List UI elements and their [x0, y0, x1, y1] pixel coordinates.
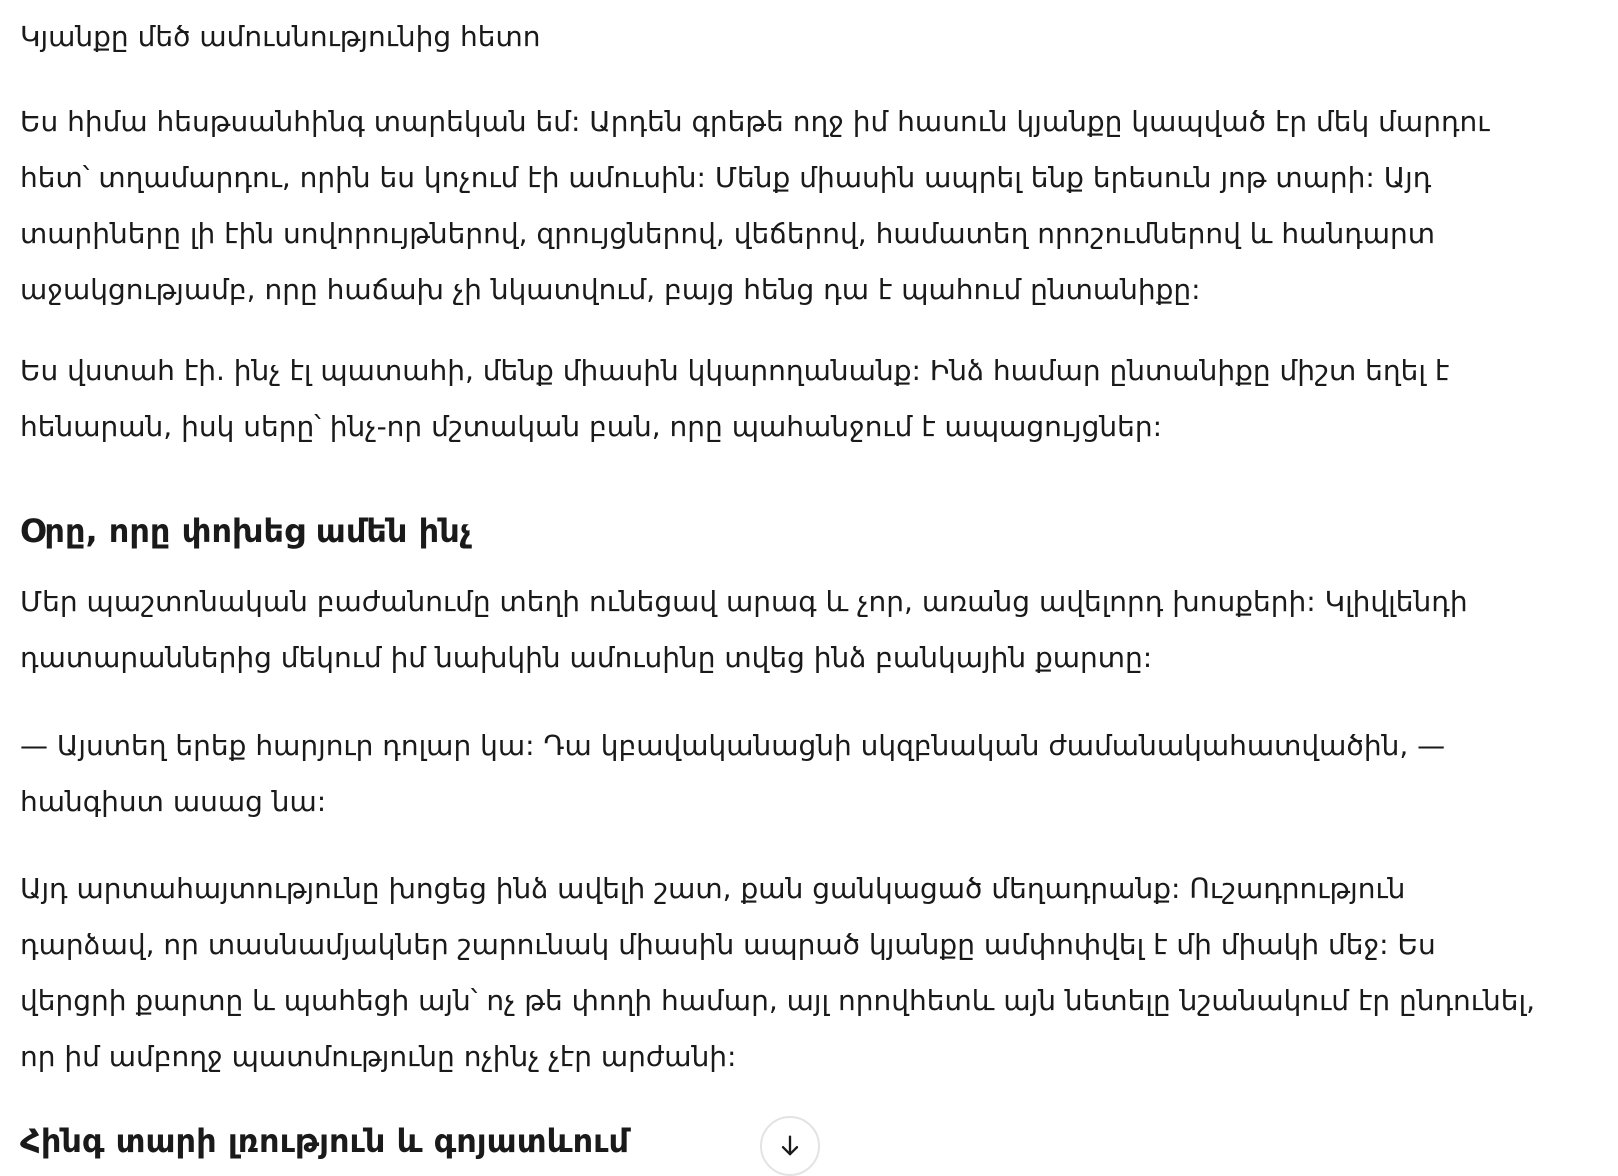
- paragraph-line: աջակցությամբ, որը հաճախ չի նկատվում, բայց հենց դա է պահում ընտանիքը:: [20, 273, 1201, 306]
- paragraph-line: հետ՝ տղամարդու, որին ես կոչում էի ամուսին: Մենք միասին ապրել ենք երեսուն յոթ տարի: Այդ: [20, 161, 1432, 194]
- paragraph-line: Այդ արտահայտությունը խոցեց ինձ ավելի շատ, քան ցանկացած մեղադրանք: Ուշադրություն: [20, 872, 1406, 905]
- paragraph: [20, 343, 1449, 455]
- paragraph-line: — Այստեղ երեք հարյուր դոլար կա: Դա կբավականացնի սկզբնական ժամանակահատվածին, —: [20, 729, 1446, 762]
- section-heading: Օրը, որը փոխեց ամեն ինչ: [20, 512, 472, 550]
- paragraph: [20, 94, 1489, 318]
- paragraph-line: Ես հիմա հեսթսանհինգ տարեկան եմ: Արդեն գրեթե ողջ իմ հասուն կյանքը կապված էր մեկ մարդու: [20, 105, 1490, 138]
- paragraph-line: դատարաններից մեկում իմ նախկին ամուսինը տվեց ինձ բանկային քարտը:: [20, 641, 1153, 674]
- paragraph-line: Մեր պաշտոնական բաժանումը տեղի ունեցավ արագ և չոր, առանց ավելորդ խոսքերի: Կլիվլենդի: [20, 585, 1468, 618]
- paragraph-line: որ իմ ամբողջ պատմությունը ոչինչ չէր արժանի:: [20, 1040, 737, 1073]
- paragraph-line: տարիները լի էին սովորույթներով, զրույցներով, վեճերով, համատեղ որոշումներով և հանդարտ: [20, 217, 1436, 250]
- article-title: Կյանքը մեծ ամուսնությունից հետո: [20, 20, 541, 53]
- paragraph: [20, 574, 1468, 686]
- section-heading: Հինգ տարի լռություն և գոյատևում: [20, 1122, 630, 1160]
- paragraph: [20, 861, 1535, 1085]
- arrow-down-icon: [776, 1132, 804, 1160]
- paragraph-line: հանգիստ ասաց նա:: [20, 785, 327, 818]
- scroll-to-bottom-button[interactable]: [760, 1116, 820, 1176]
- paragraph-line: Ես վստահ էի. ինչ էլ պատահի, մենք միասին կկարողանանք: Ինձ համար ընտանիքը միշտ եղել է: [20, 354, 1450, 387]
- paragraph-line: հենարան, իսկ սերը՝ ինչ-որ մշտական բան, որը պահանջում է ապացույցներ:: [20, 410, 1163, 443]
- paragraph-line: դարձավ, որ տասնամյակներ շարունակ միասին ապրած կյանքը ամփոփվել է մի միակի մեջ: Ես: [20, 928, 1436, 961]
- paragraph-line: վերցրի քարտը և պահեցի այն՝ ոչ թե փողի համար, այլ որովհետև այն նետելը նշանակում էր ընդունել,: [20, 984, 1535, 1017]
- paragraph: [20, 718, 1445, 830]
